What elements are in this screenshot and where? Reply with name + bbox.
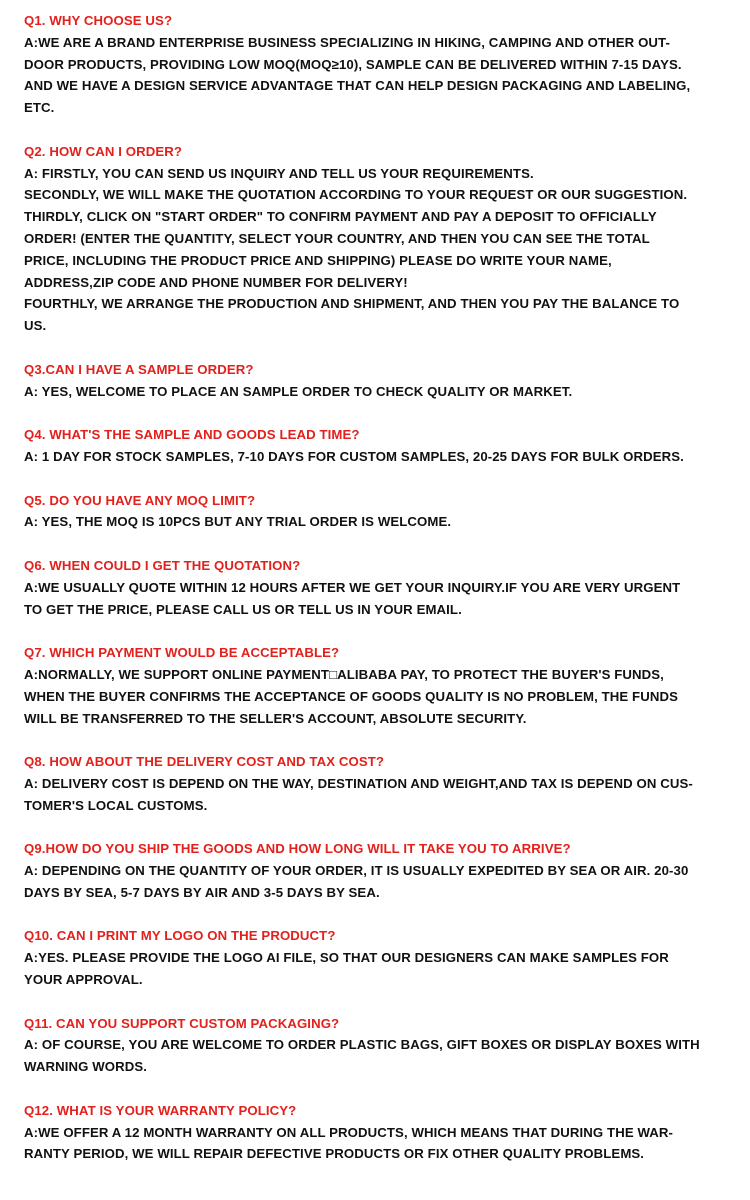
faq-answer-line: SECONDLY, WE WILL MAKE THE QUOTATION ACCORDING TO YOUR REQUEST OR OUR SUGGESTION. xyxy=(24,187,688,203)
faq-answer-line: A:NORMALLY, WE SUPPORT ONLINE PAYMENT□ALIBABA PAY, TO PROTECT THE BUYER'S FUNDS, xyxy=(24,666,664,682)
faq-answer-line: A: FIRSTLY, YOU CAN SEND US INQUIRY AND TELL US YOUR REQUIREMENTS. xyxy=(24,165,534,181)
faq-answer-line: FOURTHLY, WE ARRANGE THE PRODUCTION AND SHIPMENT, AND THEN YOU PAY THE BALANCE TO xyxy=(24,296,680,312)
faq-question: Q2. HOW CAN I ORDER? xyxy=(24,143,183,159)
faq-answer-line: YOUR APPROVAL. xyxy=(24,972,143,988)
faq-answer-line: AND WE HAVE A DESIGN SERVICE ADVANTAGE THAT CAN HELP DESIGN PACKAGING AND LABELING, xyxy=(24,78,691,94)
faq-answer-line: A:YES. PLEASE PROVIDE THE LOGO AI FILE, SO THAT OUR DESIGNERS CAN MAKE SAMPLES FOR xyxy=(24,950,669,966)
faq-answer-line: ORDER! (ENTER THE QUANTITY, SELECT YOUR COUNTRY, AND THEN YOU CAN SEE THE TOTAL xyxy=(24,230,650,246)
faq-question: Q1. WHY CHOOSE US? xyxy=(24,13,173,28)
faq-question: Q6. WHEN COULD I GET THE QUOTATION? xyxy=(24,557,301,573)
faq-item-q4 xyxy=(24,424,740,468)
faq-question: Q4. WHAT'S THE SAMPLE AND GOODS LEAD TIME? xyxy=(24,427,360,443)
faq-answer-line: DOOR PRODUCTS, PROVIDING LOW MOQ(MOQ≥10), SAMPLE CAN BE DELIVERED WITHIN 7-15 DAYS. xyxy=(24,56,682,72)
faq-question: Q9.HOW DO YOU SHIP THE GOODS AND HOW LONG WILL IT TAKE YOU TO ARRIVE? xyxy=(24,841,571,857)
faq-item-q6 xyxy=(24,555,740,620)
faq-answer-line: ADDRESS,ZIP CODE AND PHONE NUMBER FOR DELIVERY! xyxy=(24,274,408,290)
faq-answer-line: DAYS BY SEA, 5-7 DAYS BY AIR AND 3-5 DAYS BY SEA. xyxy=(24,884,380,900)
faq-answer-line: WARNING WORDS. xyxy=(24,1059,148,1075)
faq-answer-line: A: YES, THE MOQ IS 10PCS BUT ANY TRIAL ORDER IS WELCOME. xyxy=(24,514,452,530)
faq-item-q2 xyxy=(24,141,740,337)
faq-question: Q7. WHICH PAYMENT WOULD BE ACCEPTABLE? xyxy=(24,645,340,661)
faq-answer-line: A:WE OFFER A 12 MONTH WARRANTY ON ALL PRODUCTS, WHICH MEANS THAT DURING THE WAR- xyxy=(24,1124,674,1140)
faq-answer-line: THIRDLY, CLICK ON "START ORDER" TO CONFIRM PAYMENT AND PAY A DEPOSIT TO OFFICIALLY xyxy=(24,209,657,225)
faq-item-q11 xyxy=(24,1013,740,1078)
faq-item-q3 xyxy=(24,359,740,403)
faq-item-q7 xyxy=(24,642,740,729)
faq-list xyxy=(24,10,740,1187)
faq-question: Q5. DO YOU HAVE ANY MOQ LIMIT? xyxy=(24,492,256,508)
faq-answer-line: A:WE ARE A BRAND ENTERPRISE BUSINESS SPECIALIZING IN HIKING, CAMPING AND OTHER OUT- xyxy=(24,34,670,50)
faq-question: Q11. CAN YOU SUPPORT CUSTOM PACKAGING? xyxy=(24,1015,340,1031)
faq-item-q5 xyxy=(24,490,740,534)
faq-answer-line: ETC. xyxy=(24,100,55,116)
faq-answer-line: A: YES, WELCOME TO PLACE AN SAMPLE ORDER TO CHECK QUALITY OR MARKET. xyxy=(24,383,573,399)
faq-answer-line: US. xyxy=(24,318,47,334)
faq-answer-line: WILL BE TRANSFERRED TO THE SELLER'S ACCOUNT, ABSOLUTE SECURITY. xyxy=(24,710,527,726)
faq-answer-line: A: DEPENDING ON THE QUANTITY OF YOUR ORDER, IT IS USUALLY EXPEDITED BY SEA OR AIR. 20-30 xyxy=(24,863,689,879)
faq-answer-line: A: OF COURSE, YOU ARE WELCOME TO ORDER PLASTIC BAGS, GIFT BOXES OR DISPLAY BOXES WITH xyxy=(24,1037,700,1053)
faq-answer-line: WHEN THE BUYER CONFIRMS THE ACCEPTANCE OF GOODS QUALITY IS NO PROBLEM, THE FUNDS xyxy=(24,688,678,704)
faq-answer-line: RANTY PERIOD, WE WILL REPAIR DEFECTIVE PRODUCTS OR FIX OTHER QUALITY PROBLEMS. xyxy=(24,1146,645,1162)
faq-answer-line: A:WE USUALLY QUOTE WITHIN 12 HOURS AFTER WE GET YOUR INQUIRY.IF YOU ARE VERY URGENT xyxy=(24,579,681,595)
faq-answer-line: PRICE, INCLUDING THE PRODUCT PRICE AND SHIPPING) PLEASE DO WRITE YOUR NAME, xyxy=(24,252,612,268)
faq-answer-line: TOMER'S LOCAL CUSTOMS. xyxy=(24,797,208,813)
faq-item-q10 xyxy=(24,925,740,990)
faq-item-q12 xyxy=(24,1100,740,1165)
faq-question: Q10. CAN I PRINT MY LOGO ON THE PRODUCT? xyxy=(24,928,336,944)
faq-answer-line: A: 1 DAY FOR STOCK SAMPLES, 7-10 DAYS FOR CUSTOM SAMPLES, 20-25 DAYS FOR BULK ORDERS. xyxy=(24,448,684,464)
faq-question: Q3.CAN I HAVE A SAMPLE ORDER? xyxy=(24,361,254,377)
faq-answer-line: A: DELIVERY COST IS DEPEND ON THE WAY, DESTINATION AND WEIGHT,AND TAX IS DEPEND ON CUS- xyxy=(24,775,693,791)
faq-question: Q12. WHAT IS YOUR WARRANTY POLICY? xyxy=(24,1102,297,1118)
faq-item-q9 xyxy=(24,838,740,903)
faq-question: Q8. HOW ABOUT THE DELIVERY COST AND TAX COST? xyxy=(24,754,385,770)
faq-answer-line: TO GET THE PRICE, PLEASE CALL US OR TELL US IN YOUR EMAIL. xyxy=(24,601,462,617)
faq-item-q8 xyxy=(24,751,740,816)
faq-item-q1 xyxy=(24,10,740,119)
